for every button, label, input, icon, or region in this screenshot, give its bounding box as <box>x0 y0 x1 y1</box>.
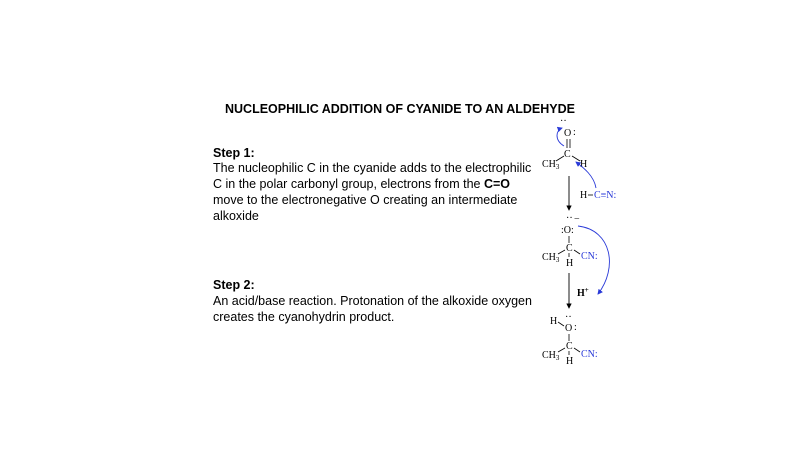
step1-description <box>213 160 543 224</box>
step2-description: An acid/base reaction. Protonation of the alkoxide oxygen creates the cyanohydrin product. <box>213 294 532 324</box>
alkoxide-bond-methyl <box>558 250 565 254</box>
step1-text-bold: C=O <box>483 177 511 191</box>
hcn-cyanide: C≡N: <box>594 190 617 201</box>
product-oxygen-lone-pair-right: : <box>574 322 577 333</box>
aldehyde-oxygen-lone-pair-top: ·· <box>560 116 567 127</box>
step1-text-a: The nucleophilic C in the cyanide adds to the electrophilic C in the polar carbonyl group, electrons from the <box>213 161 532 191</box>
proton-symbol: H+ <box>577 286 589 299</box>
hcn-hydrogen: H <box>580 190 588 201</box>
aldehyde-structure <box>542 116 587 171</box>
product-hydrogen: H <box>550 316 558 327</box>
aldehyde-oxygen-lone-pair-right: : <box>573 127 576 138</box>
alkoxide-hydrogen: H <box>566 258 574 269</box>
step2-heading: Step 2: <box>213 278 255 292</box>
step1-text-b: move to the electronegative O creating an intermediate alkoxide <box>213 193 518 223</box>
alkoxide-charge: − <box>574 214 580 225</box>
curved-arrow-pi-bond-to-oxygen <box>557 128 564 146</box>
product-oxygen-lone-pair-top: ·· <box>565 312 572 323</box>
product-cyanide: CN: <box>581 349 598 360</box>
product-oxygen: O <box>565 323 573 334</box>
page-title: NUCLEOPHILIC ADDITION OF CYANIDE TO AN ALDEHYDE <box>224 102 576 116</box>
product-bond-cyanide <box>574 348 580 352</box>
product-hydrogen-bottom: H <box>566 356 574 367</box>
alkoxide-intermediate-structure <box>542 213 609 294</box>
product-oh-bond <box>558 322 564 326</box>
aldehyde-oxygen: O <box>564 128 572 139</box>
product-bond-methyl <box>558 348 565 352</box>
cyanohydrin-product-structure <box>542 312 598 367</box>
alkoxide-oxygen-lone-pair-top: ·· <box>566 213 573 224</box>
aldehyde-bond-methyl <box>556 156 564 161</box>
product-methyl: $CH_3$ <box>542 350 560 362</box>
alkoxide-carbon: C <box>566 243 573 254</box>
product-carbon: C <box>566 341 573 352</box>
step1-heading: Step 1: <box>213 146 255 160</box>
aldehyde-bond-hydrogen <box>572 156 580 161</box>
aldehyde-carbon: C <box>564 149 571 160</box>
alkoxide-bond-cyanide <box>574 250 580 254</box>
reaction-mechanism-diagram <box>520 118 640 378</box>
alkoxide-methyl: $CH_3$ <box>542 252 560 264</box>
aldehyde-methyl: $CH_3$ <box>542 159 560 171</box>
alkoxide-cyanide: CN: <box>581 251 598 262</box>
aldehyde-hydrogen: H <box>580 159 588 170</box>
alkoxide-oxygen: :O: <box>561 225 574 236</box>
